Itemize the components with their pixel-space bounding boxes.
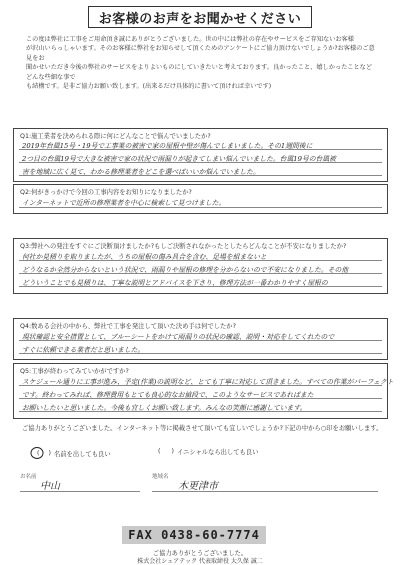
question-label: Q3:弊社への発注をすぐにご決断頂けましたか?もしご決断されなかったとしたらどんなことが不安になりましたか? bbox=[20, 243, 347, 250]
answer-text: スケジュール通りに工事が進み、予定(作業)の説明など、とても丁寧に対応して頂きました。すべての作業がパーフェクト bbox=[22, 378, 394, 386]
question-box-1 bbox=[13, 128, 388, 182]
answer-line bbox=[19, 207, 382, 208]
paren-close: ) bbox=[48, 449, 51, 457]
question-box-5 bbox=[13, 363, 394, 419]
fax-number: FAX 0438-60-7774 bbox=[122, 526, 266, 544]
intro-line: も結構です。是非ご協力お願い致します。(出来るだけ具体的に書いて頂ければ幸いです) bbox=[26, 83, 272, 91]
question-box-4 bbox=[13, 318, 388, 360]
address-label: 地域名 bbox=[152, 474, 169, 480]
option-name-label: 名前を出しても良い bbox=[53, 450, 111, 458]
question-label: Q4:数ある会社の中から、弊社で工事を発注して頂いた決め手は何でしたか? bbox=[20, 323, 236, 330]
address-underline bbox=[152, 491, 378, 492]
intro-line: この度は弊社に工事をご用命頂き誠にありがとうございました。世の中には弊社の存在やサービスをご存知ないお客様 bbox=[26, 36, 354, 43]
name-label: お名前 bbox=[20, 474, 37, 480]
question-label: Q5:工事が終わってみていかがですか? bbox=[20, 368, 129, 375]
paren-open: ( bbox=[158, 448, 161, 455]
intro-line: 聞かせいただき今後の弊社のサービスをよりよいものにしていきたいと考えております。良かったこと、嬉しかったことなどどんな些細な事で bbox=[26, 64, 373, 81]
name-underline bbox=[20, 491, 140, 492]
answer-text: 現状確認と安全措置として、ブルーシートをかけて雨漏りの状況の確認、説明・対応をしてくれたので bbox=[22, 333, 335, 341]
question-label: Q1:施工業者を決められる際に何にどんなことで悩んでいましたか? bbox=[20, 133, 211, 140]
question-label: Q2:何がきっかけで今回の工事内容をお知りになりましたか? bbox=[20, 189, 192, 196]
answer-text: 害を地域に広く見て、わかる修理業者をどこを選べばいいか悩んでいました。 bbox=[22, 168, 260, 176]
option-initial-label: イニシャルなら出しても良い bbox=[176, 449, 259, 456]
option-initial-row[interactable] bbox=[158, 447, 258, 456]
answer-text: お願いしたいと思いました。今後も宜しくお願い致します。みんなの笑顔に感謝しています。 bbox=[22, 404, 307, 412]
answer-text: 2つ目の台風19号で大きな被害で家の状況で雨漏りが起きてしまい悩んでいました。台風19号の台風被 bbox=[22, 155, 336, 163]
answer-text: どういうことでも見積りは、丁寧な説明とアドバイスを下さり、修理方法が一番わかりやすく屋根の bbox=[22, 279, 328, 287]
answer-text: どうなるか全然分からないという状況で、雨漏りや屋根の修理を分からないので不安になりました。その他 bbox=[22, 266, 349, 274]
name-address-row bbox=[20, 472, 378, 496]
question-box-3 bbox=[13, 238, 388, 294]
answer-text: すぐに依頼できる業者だと思いました。 bbox=[22, 346, 145, 354]
paren-open: ( bbox=[37, 449, 40, 457]
company-text: 株式会社シェアテック 代表取締役 大久保 誠二 bbox=[137, 558, 263, 565]
paren-close: ) bbox=[171, 448, 174, 455]
consent-text: ご協力ありがとうございました。インターネット等に掲載させて頂いても宜しいでしょうか?下記の中から○印をお願いします。 bbox=[22, 425, 383, 432]
option-name-row[interactable] bbox=[30, 446, 111, 460]
answer-text: インターネットで近所の修理業者を中心に検索して見つけました。 bbox=[22, 199, 226, 207]
page-title: お客様のお声をお聞かせください bbox=[88, 6, 312, 28]
address-value: 木更津市 bbox=[178, 481, 218, 492]
answer-text: です。終わってみれば、修理費用もとても良心的なお値段で、このようなサービスであればまた bbox=[22, 391, 314, 399]
answer-text: 何社か見積りを取りましたが、うちの屋根の傷み具合を含む、足場を組まないと bbox=[22, 253, 267, 261]
thanks-text: ご協力ありがとうございました。 bbox=[152, 550, 248, 557]
intro-text bbox=[26, 35, 376, 91]
name-value: 中山 bbox=[40, 481, 60, 492]
intro-line: が沢山いらっしゃいます。そのお客様に弊社をお知らせして頂くためのアンケートにご協力頂けないでしょうか?お客様のご意見をお bbox=[26, 45, 375, 62]
answer-text: 2019年台風15号・19号で工事業の被害で家の屋根や壁が傷んでしまいました。その1週間後に bbox=[22, 142, 313, 150]
question-box-2 bbox=[13, 184, 388, 214]
